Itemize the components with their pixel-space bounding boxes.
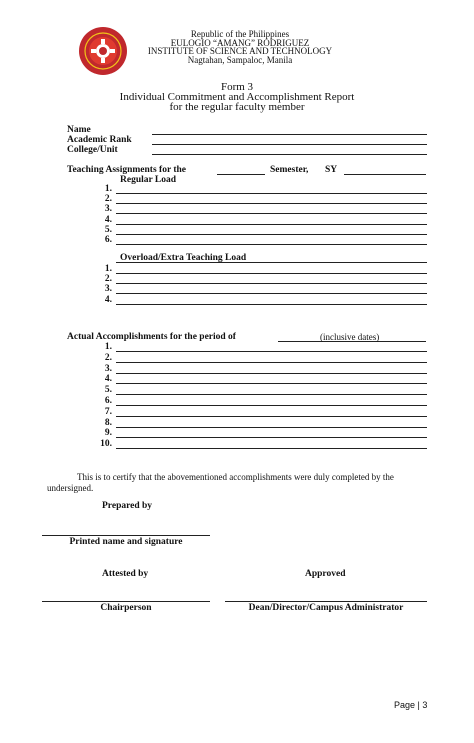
semester-label: Semester, [270, 165, 309, 175]
academic-rank-label: Academic Rank [67, 135, 132, 145]
overload-header-line [116, 262, 427, 263]
regular-load-item-number: 3. [104, 204, 112, 215]
college-unit-label: College/Unit [67, 145, 118, 155]
accomplishment-item-entry-line[interactable] [116, 373, 427, 374]
regular-load-item-entry-line[interactable] [116, 234, 427, 235]
form-subtitle: for the regular faculty member [169, 101, 305, 113]
overload-item-entry-line[interactable] [116, 283, 427, 284]
accomplishment-item-entry-line[interactable] [116, 427, 427, 428]
regular-load-item-number: 1. [104, 184, 112, 194]
academic-rank-field[interactable] [152, 144, 427, 145]
accomplishment-item-number: 7. [104, 406, 112, 417]
preparer-signature-line[interactable] [42, 535, 210, 536]
certification-text: This is to certify that the abovementioned accomplishments were duly completed by the undersigned. [47, 472, 394, 493]
inclusive-dates-hint: (inclusive dates) [320, 332, 380, 342]
dean-signature-line[interactable] [225, 601, 427, 602]
accomplishment-item-entry-line[interactable] [116, 448, 427, 449]
regular-load-item-entry-line[interactable] [116, 193, 427, 194]
overload-item-number: 2. [104, 274, 112, 285]
accomplishment-item-number: 2. [104, 352, 112, 363]
accomplishment-item-number: 1. [104, 342, 112, 352]
regular-load-item-number: 5. [104, 224, 112, 235]
regular-load-item-number: 2. [104, 194, 112, 205]
printed-name-label: Printed name and signature [69, 537, 183, 547]
form-number: Form 3 [220, 81, 254, 93]
name-field[interactable] [152, 134, 427, 135]
sy-label: SY [325, 165, 338, 175]
teaching-assignments-label: Teaching Assignments for the [67, 165, 187, 175]
overload-item-number: 1. [104, 264, 112, 274]
regular-load-item-number: 4. [104, 214, 112, 225]
accomplishment-item-entry-line[interactable] [116, 394, 427, 395]
chairperson-signature-line[interactable] [42, 601, 210, 602]
overload-item-entry-line[interactable] [116, 304, 427, 305]
regular-load-label: Regular Load [120, 175, 177, 185]
accomplishment-item-number: 3. [104, 363, 112, 374]
form-title: Individual Commitment and Accomplishment Report [119, 91, 355, 103]
regular-load-item-entry-line[interactable] [116, 224, 427, 225]
overload-item-entry-line[interactable] [116, 273, 427, 274]
accomplishment-item-number: 6. [104, 396, 112, 406]
attested-by-label: Attested by [102, 569, 149, 579]
regular-load-item-entry-line[interactable] [116, 213, 427, 214]
regular-load-item-entry-line[interactable] [116, 244, 427, 245]
accomplishment-item-entry-line[interactable] [116, 405, 427, 406]
overload-item-number: 3. [104, 284, 112, 295]
accomplishment-item-number: 5. [104, 385, 112, 396]
accomplishments-label: Actual Accomplishments for the period of [67, 332, 236, 342]
accomplishment-item-number: 4. [104, 374, 112, 385]
regular-load-item-number: 6. [104, 235, 112, 245]
header-republic: Republic of the Philippines [190, 29, 290, 39]
college-unit-field[interactable] [152, 154, 427, 155]
overload-label: Overload/Extra Teaching Load [120, 253, 247, 263]
page-number: Page | 3 [394, 700, 428, 710]
header-address: Nagtahan, Sampaloc, Manila [187, 55, 293, 65]
accomplishment-item-number: 9. [104, 428, 112, 439]
chairperson-label: Chairperson [100, 603, 152, 613]
accomplishment-item-entry-line[interactable] [116, 437, 427, 438]
prepared-by-label: Prepared by [102, 501, 153, 511]
regular-load-item-entry-line[interactable] [116, 203, 427, 204]
accomplishment-item-entry-line[interactable] [116, 362, 427, 363]
accomplishment-item-number: 10. [100, 439, 112, 450]
accomplishment-item-number: 8. [104, 417, 112, 428]
accomplishment-item-entry-line[interactable] [116, 351, 427, 352]
header-institution-name: EULOGIO “AMANG” RODRIGUEZ [170, 38, 310, 48]
accomplishment-item-entry-line[interactable] [116, 383, 427, 384]
overload-item-entry-line[interactable] [116, 293, 427, 294]
overload-item-number: 4. [104, 294, 112, 305]
dean-label: Dean/Director/Campus Administrator [248, 603, 404, 613]
header-institution-type: INSTITUTE OF SCIENCE AND TECHNOLOGY [147, 46, 333, 56]
name-label: Name [67, 125, 91, 135]
accomplishment-item-entry-line[interactable] [116, 416, 427, 417]
semester-blank[interactable] [217, 174, 265, 175]
approved-label: Approved [305, 569, 346, 579]
sy-blank[interactable] [344, 174, 426, 175]
